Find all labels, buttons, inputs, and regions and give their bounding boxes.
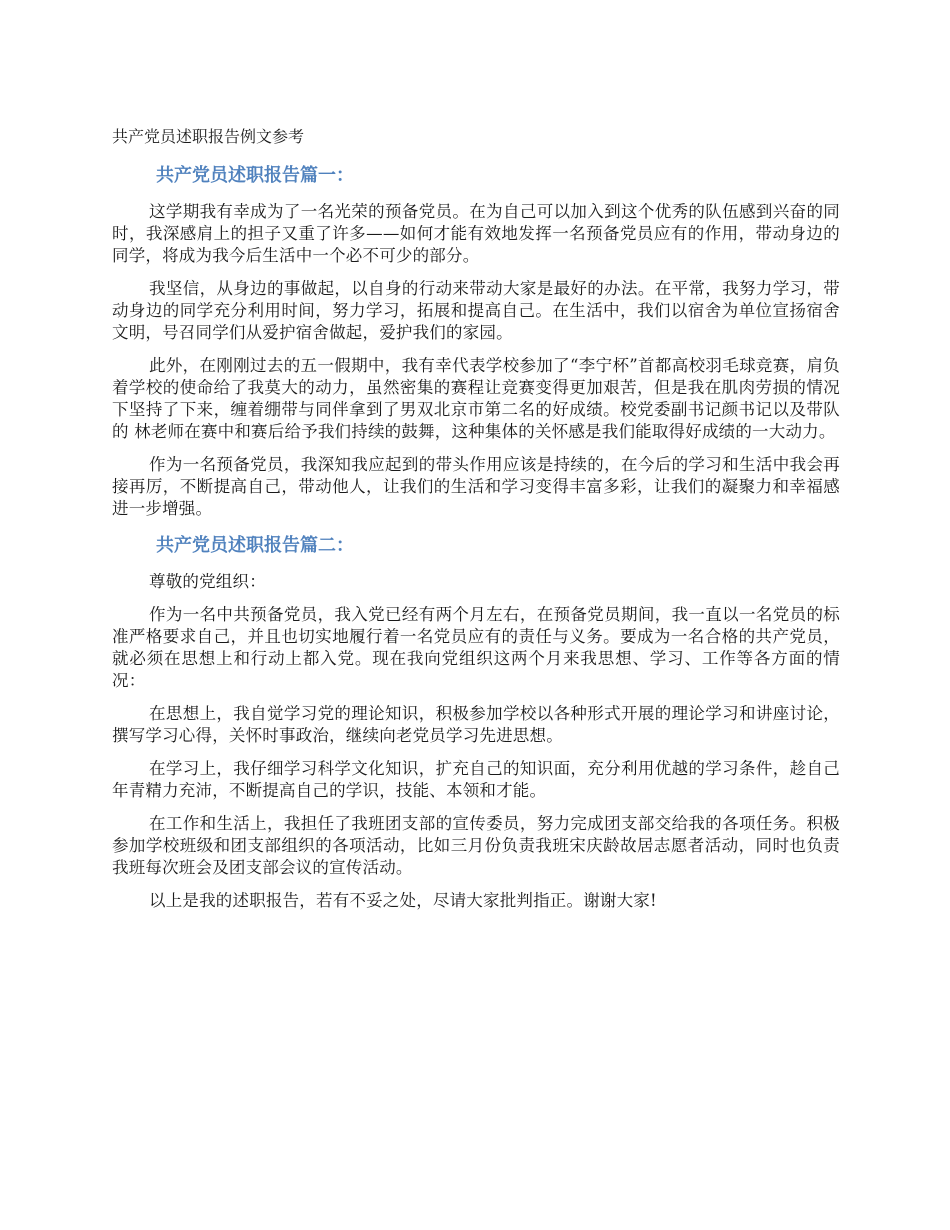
salutation: 尊敬的党组织： [149, 572, 266, 591]
section-heading: 共产党员述职报告篇二： [156, 535, 354, 556]
paragraph: 在学习上，我仔细学习科学文化知识，扩充自己的知识面，充分利用优越的学习条件，趁自己年青精力充沛，不断提高自己的学识，技能、本领和才能。 [112, 759, 840, 800]
document-page [112, 125, 840, 923]
document-title: 共产党员述职报告例文参考 [112, 127, 305, 146]
paragraph: 此外，在刚刚过去的五一假期中，我有幸代表学校参加了“李宁杯”首都高校羽毛球竞赛，肩负着学校的使命给了我莫大的动力，虽然密集的赛程让竞赛变得更加艰苦，但是我在肌肉劳损的情况下坚持了下来，缠着绷带与同伴拿到了男双北京市第二名的好成绩。校党委副书记颜书记以及带队的 林老师在赛中和赛后给予我们持续的鼓舞，这种集体的关怀感是我们能取得好成绩的一大动力。 [112, 356, 840, 441]
section-2 [112, 533, 840, 912]
paragraph: 这学期我有幸成为了一名光荣的预备党员。在为自己可以加入到这个优秀的队伍感到兴奋的同时，我深感肩上的担子又重了许多——如何才能有效地发挥一名预备党员应有的作用，带动身边的同学，将成为我今后生活中一个必不可少的部分。 [112, 202, 840, 265]
paragraph: 作为一名预备党员，我深知我应起到的带头作用应该是持续的，在今后的学习和生活中我会再接再厉，不断提高自己，带动他人，让我们的生活和学习变得丰富多彩，让我们的凝聚力和幸福感进一步增强。 [112, 455, 840, 518]
section-1 [112, 163, 840, 520]
closing-paragraph: 以上是我的述职报告，若有不妥之处，尽请大家批判指正。谢谢大家! [149, 891, 657, 910]
paragraph: 作为一名中共预备党员，我入党已经有两个月左右，在预备党员期间，我一直以一名党员的标准严格要求自己，并且也切实地履行着一名党员应有的责任与义务。要成为一名合格的共产党员，就必须在思想上和行动上都入党。现在我向党组织这两个月来我思想、学习、工作等各方面的情况： [112, 605, 840, 690]
paragraph: 我坚信，从身边的事做起，以自身的行动来带动大家是最好的办法。在平常，我努力学习，带动身边的同学充分利用时间，努力学习，拓展和提高自己。在生活中，我们以宿舍为单位宣扬宿舍文明，号召同学们从爱护宿舍做起，爱护我们的家园。 [112, 279, 840, 342]
section-heading: 共产党员述职报告篇一： [156, 165, 354, 186]
paragraph: 在思想上，我自觉学习党的理论知识，积极参加学校以各种形式开展的理论学习和讲座讨论，撰写学习心得，关怀时事政治，继续向老党员学习先进思想。 [112, 704, 840, 745]
paragraph: 在工作和生活上，我担任了我班团支部的宣传委员，努力完成团支部交给我的各项任务。积极参加学校班级和团支部组织的各项活动，比如三月份负责我班宋庆龄故居志愿者活动，同时也负责我班每次班会及团支部会议的宣传活动。 [112, 814, 840, 877]
